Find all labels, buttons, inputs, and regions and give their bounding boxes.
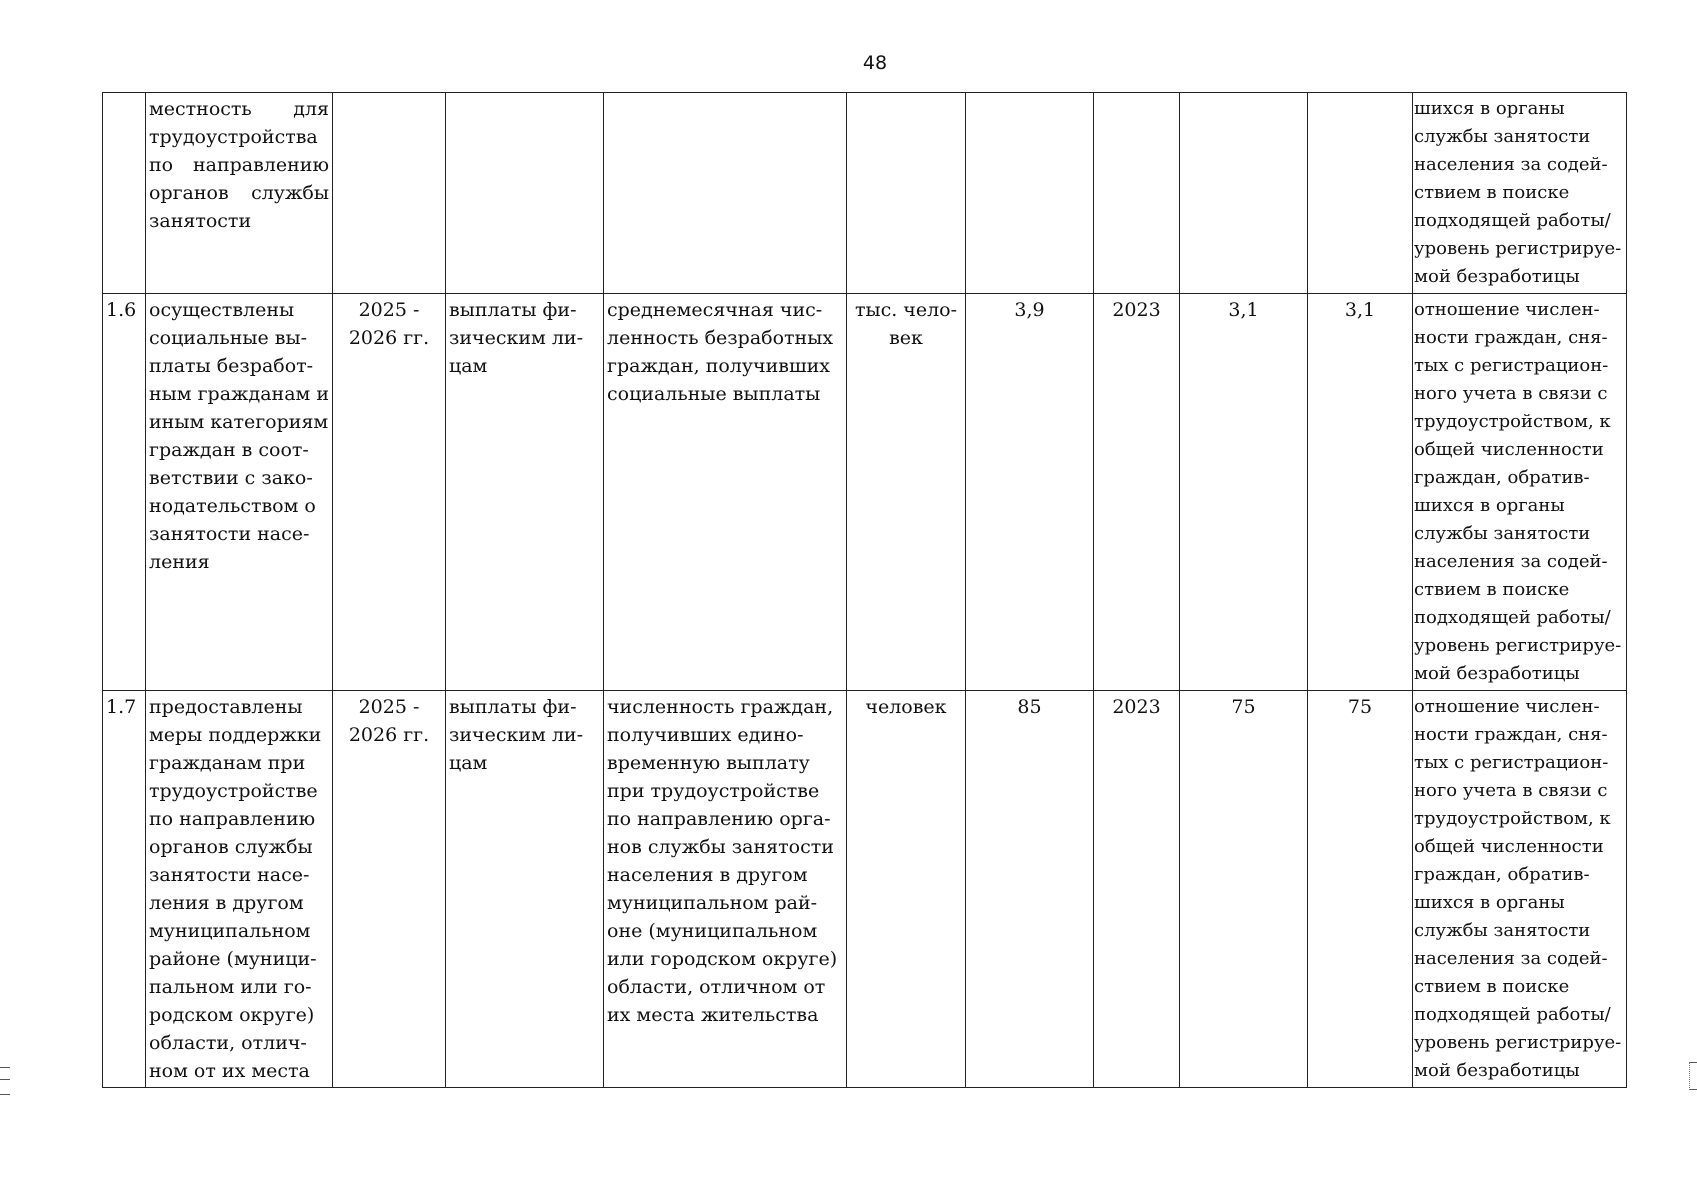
text-line: по направлению орга- (607, 808, 831, 830)
text-line: органов службы (149, 836, 313, 858)
cell-unit (847, 93, 966, 294)
text-line: населения за содей- (1414, 154, 1608, 175)
text-line: муниципальном рай- (607, 892, 818, 914)
text-line: занятости насе- (149, 523, 310, 545)
text-line: местность для (149, 98, 329, 120)
text-line: трудоустройстве (149, 780, 318, 802)
text-line: органов службы (149, 182, 329, 204)
text-line: тыс. чело- (854, 299, 958, 321)
text-line: зическим ли- (449, 724, 583, 746)
text-line: цам (449, 752, 488, 774)
cell-number: 1.6 (103, 294, 146, 691)
text-line: иным категориям (149, 411, 329, 433)
cell-unit (847, 691, 966, 1088)
text-line: век (889, 327, 923, 349)
text-line: общей численности (1414, 439, 1604, 460)
cell-value-2026: 3,1 (1308, 294, 1413, 691)
text-line: ствием в поиске (1414, 182, 1570, 203)
text-line: ного учета в связи с (1414, 780, 1608, 801)
text-line: выплаты фи- (449, 299, 577, 321)
table-row (103, 93, 1627, 294)
cell-link (1413, 691, 1627, 1088)
text-line: уровень регистрируе- (1414, 238, 1622, 259)
text-line: области, отлич- (149, 1032, 307, 1054)
cell-result-type (446, 294, 604, 691)
cell-event (146, 294, 333, 691)
text-line: мой безработицы (1414, 663, 1580, 684)
text-line: отношение числен- (1414, 299, 1600, 320)
measures-table (102, 92, 1627, 1088)
text-line: цам (449, 355, 488, 377)
text-line: гражданам при (149, 752, 306, 774)
text-line: мой безработицы (1414, 266, 1580, 287)
text-line: временную выплату (607, 752, 810, 774)
cell-value-2026 (1308, 93, 1413, 294)
text-line: социальные выплаты (607, 383, 821, 405)
cell-number (103, 93, 146, 294)
text-line: граждан, обратив- (1414, 467, 1590, 488)
cell-period (333, 93, 446, 294)
text-line: по направлению (149, 808, 316, 830)
cell-value-2025: 75 (1180, 691, 1308, 1088)
text-line: ного учета в связи с (1414, 383, 1608, 404)
text-line: ности граждан, сня- (1414, 724, 1608, 745)
cell-indicator (604, 691, 847, 1088)
text-line: зическим ли- (449, 327, 583, 349)
text-line: при трудоустройстве (607, 780, 820, 802)
text-line: нодательством о (149, 495, 316, 517)
text-line: ленность безработных (607, 327, 834, 349)
text-line: родском округе) (149, 1004, 315, 1026)
text-line: отношение числен- (1414, 696, 1600, 717)
cell-indicator (604, 93, 847, 294)
scan-edge-mark-left (0, 1067, 10, 1095)
cell-result-type (446, 93, 604, 294)
text-line: службы занятости (1414, 920, 1591, 941)
cell-base-year: 2023 (1094, 294, 1180, 691)
text-line: тых с регистрацион- (1414, 752, 1609, 773)
text-line: 2026 гг. (348, 327, 430, 349)
text-line: уровень регистрируе- (1414, 1032, 1622, 1053)
text-line: их места жительства (607, 1004, 819, 1026)
text-line: службы занятости (1414, 523, 1591, 544)
text-line: граждан, получивших (607, 355, 831, 377)
text-line: тых с регистрацион- (1414, 355, 1609, 376)
cell-period (333, 691, 446, 1088)
text-line: мой безработицы (1414, 1060, 1580, 1081)
cell-base-value: 3,9 (966, 294, 1094, 691)
text-line: общей численности (1414, 836, 1604, 857)
text-line: районе (муници- (149, 948, 317, 970)
text-line: муниципальном (149, 920, 311, 942)
text-line: численность граждан, (607, 696, 834, 718)
text-line: среднемесячная чис- (607, 299, 823, 321)
page-number: 48 (862, 52, 888, 74)
text-line: ном от их места (149, 1060, 310, 1082)
text-line: ствием в поиске (1414, 976, 1570, 997)
cell-base-value (966, 93, 1094, 294)
cell-unit (847, 294, 966, 691)
cell-number: 1.7 (103, 691, 146, 1088)
text-line: или городском округе) (607, 948, 838, 970)
text-line: ным гражданам и (149, 383, 330, 405)
text-line: области, отличном от (607, 976, 826, 998)
cell-link (1413, 93, 1627, 294)
text-line: подходящей работы/ (1414, 1004, 1611, 1025)
text-line: граждан в соот- (149, 439, 309, 461)
table-row (103, 294, 1627, 691)
text-line: подходящей работы/ (1414, 210, 1611, 231)
text-line: трудоустройства (149, 126, 318, 148)
text-line: получивших едино- (607, 724, 804, 746)
text-line: 2025 - (358, 299, 420, 321)
cell-value-2025 (1180, 93, 1308, 294)
text-line: уровень регистрируе- (1414, 635, 1622, 656)
text-line: нов службы занятости (607, 836, 834, 858)
text-line: 2025 - (358, 696, 420, 718)
cell-base-year (1094, 93, 1180, 294)
text-line: меры поддержки (149, 724, 322, 746)
text-line: шихся в органы (1414, 495, 1565, 516)
cell-base-value: 85 (966, 691, 1094, 1088)
text-line: службы занятости (1414, 126, 1591, 147)
text-line: человек (865, 696, 947, 718)
text-line: оне (муниципальном (607, 920, 818, 942)
cell-event (146, 691, 333, 1088)
text-line: подходящей работы/ (1414, 607, 1611, 628)
text-line: трудоустройством, к (1414, 808, 1611, 829)
cell-value-2026: 75 (1308, 691, 1413, 1088)
scan-edge-mark-right (1689, 1062, 1697, 1090)
text-line: социальные вы- (149, 327, 308, 349)
text-line: 2026 гг. (348, 724, 430, 746)
table-row (103, 691, 1627, 1088)
table-body (103, 93, 1627, 1088)
cell-indicator (604, 294, 847, 691)
text-line: выплаты фи- (449, 696, 577, 718)
text-line: населения за содей- (1414, 948, 1608, 969)
text-line: предоставлены (149, 696, 303, 718)
text-line: населения за содей- (1414, 551, 1608, 572)
text-line: платы безработ- (149, 355, 314, 377)
text-line: занятости насе- (149, 864, 310, 886)
text-line: ветствии с зако- (149, 467, 313, 489)
text-line: ления в другом (149, 892, 304, 914)
text-line: трудоустройством, к (1414, 411, 1611, 432)
cell-value-2025: 3,1 (1180, 294, 1308, 691)
cell-base-year: 2023 (1094, 691, 1180, 1088)
text-line: по направлению (149, 154, 329, 176)
text-line: ления (149, 551, 210, 573)
text-line: занятости (149, 210, 252, 232)
text-line: осуществлены (149, 299, 295, 321)
text-line: ствием в поиске (1414, 579, 1570, 600)
cell-event (146, 93, 333, 294)
text-line: граждан, обратив- (1414, 864, 1590, 885)
cell-link (1413, 294, 1627, 691)
text-line: шихся в органы (1414, 892, 1565, 913)
text-line: населения в другом (607, 864, 808, 886)
text-line: шихся в органы (1414, 98, 1565, 119)
cell-period (333, 294, 446, 691)
text-line: ности граждан, сня- (1414, 327, 1608, 348)
cell-result-type (446, 691, 604, 1088)
text-line: пальном или го- (149, 976, 312, 998)
